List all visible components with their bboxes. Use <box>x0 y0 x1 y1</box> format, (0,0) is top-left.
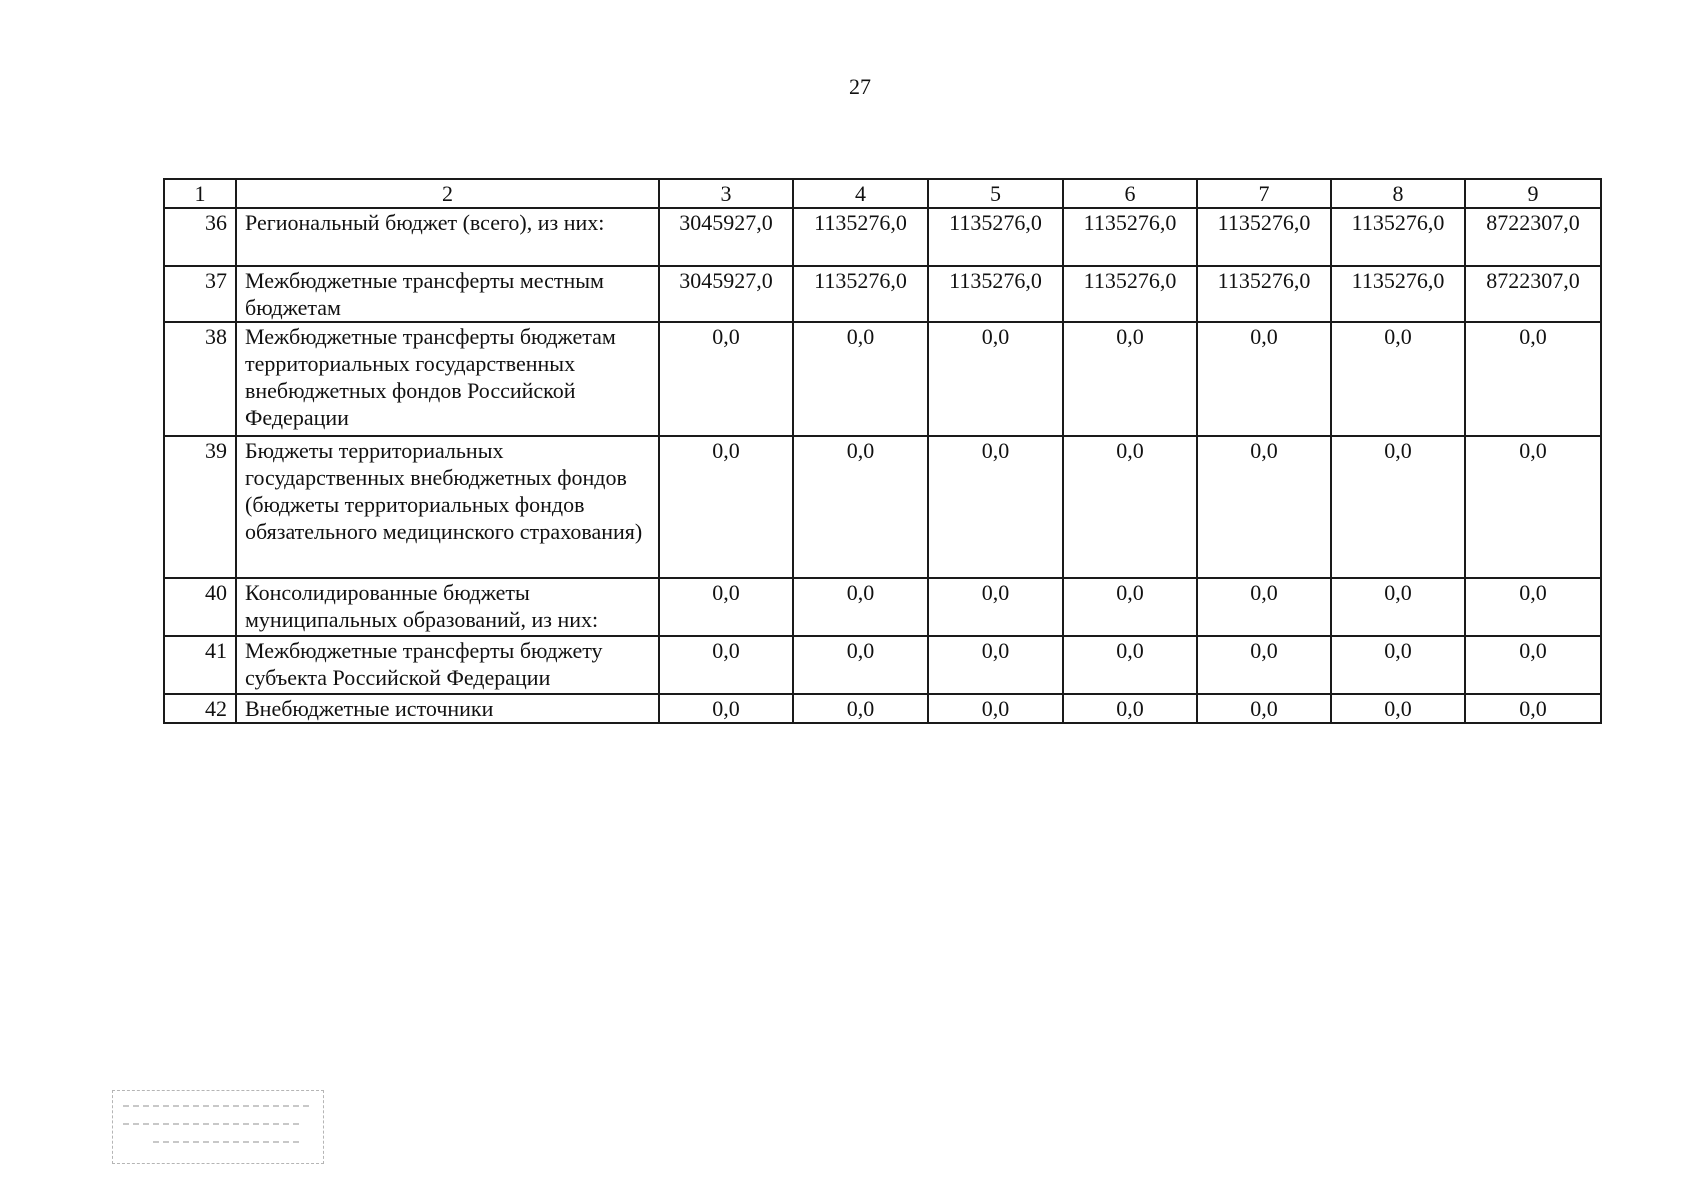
table-cell: 1135276,0 <box>1331 208 1465 266</box>
row-number: 40 <box>164 578 236 636</box>
table-cell: 3045927,0 <box>659 208 793 266</box>
table-row <box>164 636 1601 694</box>
stamp-line <box>123 1123 303 1125</box>
row-label: Консолидированные бюджеты муниципальных образований, из них: <box>236 578 659 636</box>
table-cell: 0,0 <box>928 694 1063 723</box>
column-header: 8 <box>1331 179 1465 208</box>
budget-table <box>163 178 1602 724</box>
table-cell: 8722307,0 <box>1465 208 1601 266</box>
table-cell: 0,0 <box>1063 694 1197 723</box>
table-cell: 0,0 <box>793 636 928 694</box>
table-cell: 0,0 <box>1331 322 1465 436</box>
column-header: 9 <box>1465 179 1601 208</box>
row-number: 37 <box>164 266 236 322</box>
row-label: Региональный бюджет (всего), из них: <box>236 208 659 266</box>
table-cell: 0,0 <box>1063 322 1197 436</box>
table-cell: 0,0 <box>793 322 928 436</box>
table-row <box>164 694 1601 723</box>
row-label: Межбюджетные трансферты местным бюджетам <box>236 266 659 322</box>
table-cell: 1135276,0 <box>928 208 1063 266</box>
table-header-row <box>164 179 1601 208</box>
table-cell: 0,0 <box>659 636 793 694</box>
table-cell: 0,0 <box>1063 578 1197 636</box>
table-cell: 0,0 <box>1331 436 1465 578</box>
table-row <box>164 266 1601 322</box>
table-cell: 0,0 <box>1465 322 1601 436</box>
row-label: Межбюджетные трансферты бюджету субъекта Российской Федерации <box>236 636 659 694</box>
row-number: 39 <box>164 436 236 578</box>
table-row <box>164 436 1601 578</box>
table-cell: 0,0 <box>928 436 1063 578</box>
column-header: 3 <box>659 179 793 208</box>
table-cell: 1135276,0 <box>1331 266 1465 322</box>
column-header: 5 <box>928 179 1063 208</box>
table-cell: 0,0 <box>793 578 928 636</box>
row-number: 42 <box>164 694 236 723</box>
table-cell: 1135276,0 <box>793 266 928 322</box>
table-cell: 8722307,0 <box>1465 266 1601 322</box>
faded-stamp <box>112 1090 324 1164</box>
table-cell: 1135276,0 <box>928 266 1063 322</box>
table-cell: 1135276,0 <box>1063 208 1197 266</box>
table-cell: 0,0 <box>1197 322 1331 436</box>
table-cell: 0,0 <box>659 322 793 436</box>
table-cell: 0,0 <box>1331 694 1465 723</box>
row-label: Межбюджетные трансферты бюджетам территориальных государственных внебюджетных фондов Российской Федерации <box>236 322 659 436</box>
table-cell: 0,0 <box>1465 694 1601 723</box>
column-header: 7 <box>1197 179 1331 208</box>
page-number: 27 <box>849 74 871 99</box>
table-cell: 0,0 <box>1465 578 1601 636</box>
table-cell: 1135276,0 <box>1197 208 1331 266</box>
table-cell: 0,0 <box>659 694 793 723</box>
column-header: 4 <box>793 179 928 208</box>
table-cell: 0,0 <box>1197 636 1331 694</box>
table-cell: 0,0 <box>1197 694 1331 723</box>
row-number: 36 <box>164 208 236 266</box>
table-cell: 0,0 <box>659 578 793 636</box>
table-cell: 1135276,0 <box>1063 266 1197 322</box>
table-cell: 3045927,0 <box>659 266 793 322</box>
table-cell: 0,0 <box>793 436 928 578</box>
table-cell: 1135276,0 <box>1197 266 1331 322</box>
column-header: 2 <box>236 179 659 208</box>
table-cell: 0,0 <box>928 636 1063 694</box>
table-cell: 0,0 <box>1063 436 1197 578</box>
table-cell: 0,0 <box>1331 578 1465 636</box>
table-cell: 0,0 <box>1197 578 1331 636</box>
row-label: Бюджеты территориальных государственных внебюджетных фондов (бюджеты территориальных фондов обязательного медицинского страхования) <box>236 436 659 578</box>
table-cell: 0,0 <box>928 578 1063 636</box>
row-number: 38 <box>164 322 236 436</box>
stamp-line <box>123 1105 309 1107</box>
row-label: Внебюджетные источники <box>236 694 659 723</box>
table-row <box>164 208 1601 266</box>
table-cell: 0,0 <box>659 436 793 578</box>
row-number: 41 <box>164 636 236 694</box>
table-cell: 1135276,0 <box>793 208 928 266</box>
column-header: 6 <box>1063 179 1197 208</box>
table-cell: 0,0 <box>1331 636 1465 694</box>
table-cell: 0,0 <box>793 694 928 723</box>
table-row <box>164 322 1601 436</box>
table-cell: 0,0 <box>1465 436 1601 578</box>
column-header: 1 <box>164 179 236 208</box>
table-row <box>164 578 1601 636</box>
table-cell: 0,0 <box>928 322 1063 436</box>
table-cell: 0,0 <box>1197 436 1331 578</box>
stamp-line <box>153 1141 303 1143</box>
table-cell: 0,0 <box>1063 636 1197 694</box>
table-cell: 0,0 <box>1465 636 1601 694</box>
